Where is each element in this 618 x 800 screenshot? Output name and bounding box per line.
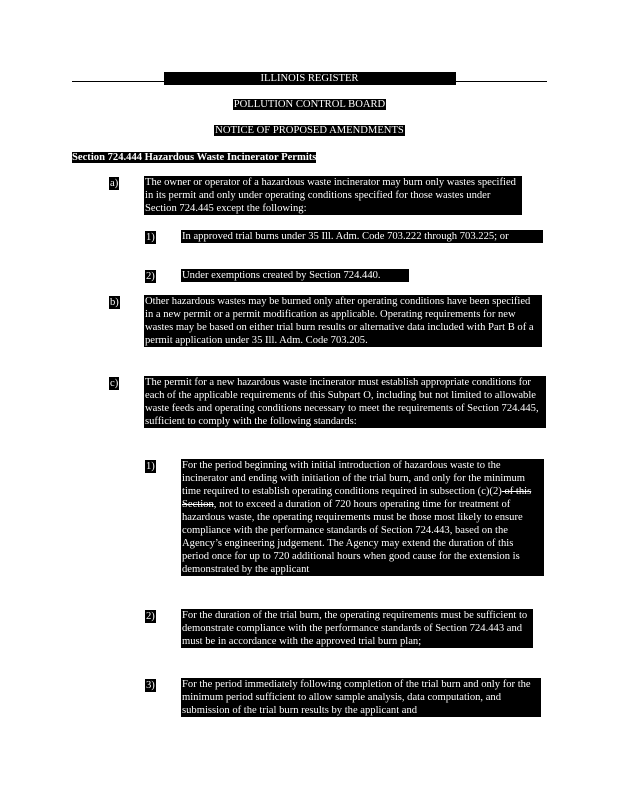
notice-title: NOTICE OF PROPOSED AMENDMENTS: [215, 125, 404, 136]
c1-struck-text: of this Section: [182, 486, 532, 510]
subsection-c-text: The permit for a new hazardous waste incinerator must establish appropriate conditions for each of the applicable requirements of this Subpart O, including but not limited to allowable waste feeds and operating conditions necessary to meet the requirements of Section 724.445, sufficient to comply with the following standards:: [144, 376, 546, 428]
subsection-c1-text: [181, 459, 544, 576]
section-heading: Section 724.444 Hazardous Waste Incinerator Permits: [72, 152, 317, 163]
subsection-c3-text: For the period immediately following completion of the trial burn and only for the minimum period sufficient to allow sample analysis, data computation, and submission of the trial burn results by the applicant and: [181, 678, 541, 717]
subsection-b-label: b): [110, 297, 119, 308]
subsection-a-label: a): [110, 178, 119, 189]
subsection-c3-label: 3): [146, 680, 155, 691]
subsection-c2-text: For the duration of the trial burn, the operating requirements must be sufficient to demonstrate compliance with the performance standards of Section 724.443 and must be in accordance with the approved trial burn plan;: [181, 609, 533, 648]
register-title: ILLINOIS REGISTER: [72, 72, 547, 85]
subsection-a2-text: Under exemptions created by Section 724.440.: [181, 269, 409, 282]
c1-text-after: , not to exceed a duration of 720 hours operating time for treatment of hazardous waste, the operating requirements must be those most likely to ensure compliance with the performance standards of Section 724.443, based on the Agency’s engineering judgement. The Agency may extend the duration of this period once for up to 720 additional hours when good cause for the extension is demonstrated by the applicant: [182, 499, 523, 575]
subsection-a2-label: 2): [146, 271, 155, 282]
subsection-c2-label: 2): [146, 611, 155, 622]
subsection-c1-label: 1): [146, 461, 155, 472]
subsection-b-text: Other hazardous wastes may be burned only after operating conditions have been specified in a new permit or a permit modification as applicable. Operating requirements for new wastes may be based on either trial burn results or alternative data included with Part B of a permit application under 35 Ill. Adm. Code 703.205.: [144, 295, 542, 347]
subsection-a1-text: In approved trial burns under 35 Ill. Adm. Code 703.222 through 703.225; or: [181, 230, 543, 243]
board-title: POLLUTION CONTROL BOARD: [233, 99, 386, 110]
c1-text-before: For the period beginning with initial introduction of hazardous waste to the incinerator and ending with initiation of the trial burn, and only for the minimum time required to establish operating conditions required in subsection (c)(2): [182, 460, 526, 497]
subsection-c-label: c): [110, 378, 119, 389]
subsection-a-text: The owner or operator of a hazardous waste incinerator may burn only wastes specified in its permit and only under operating conditions specified for those wastes under Section 724.445 except the following:: [144, 176, 522, 215]
subsection-a1-label: 1): [146, 232, 155, 243]
